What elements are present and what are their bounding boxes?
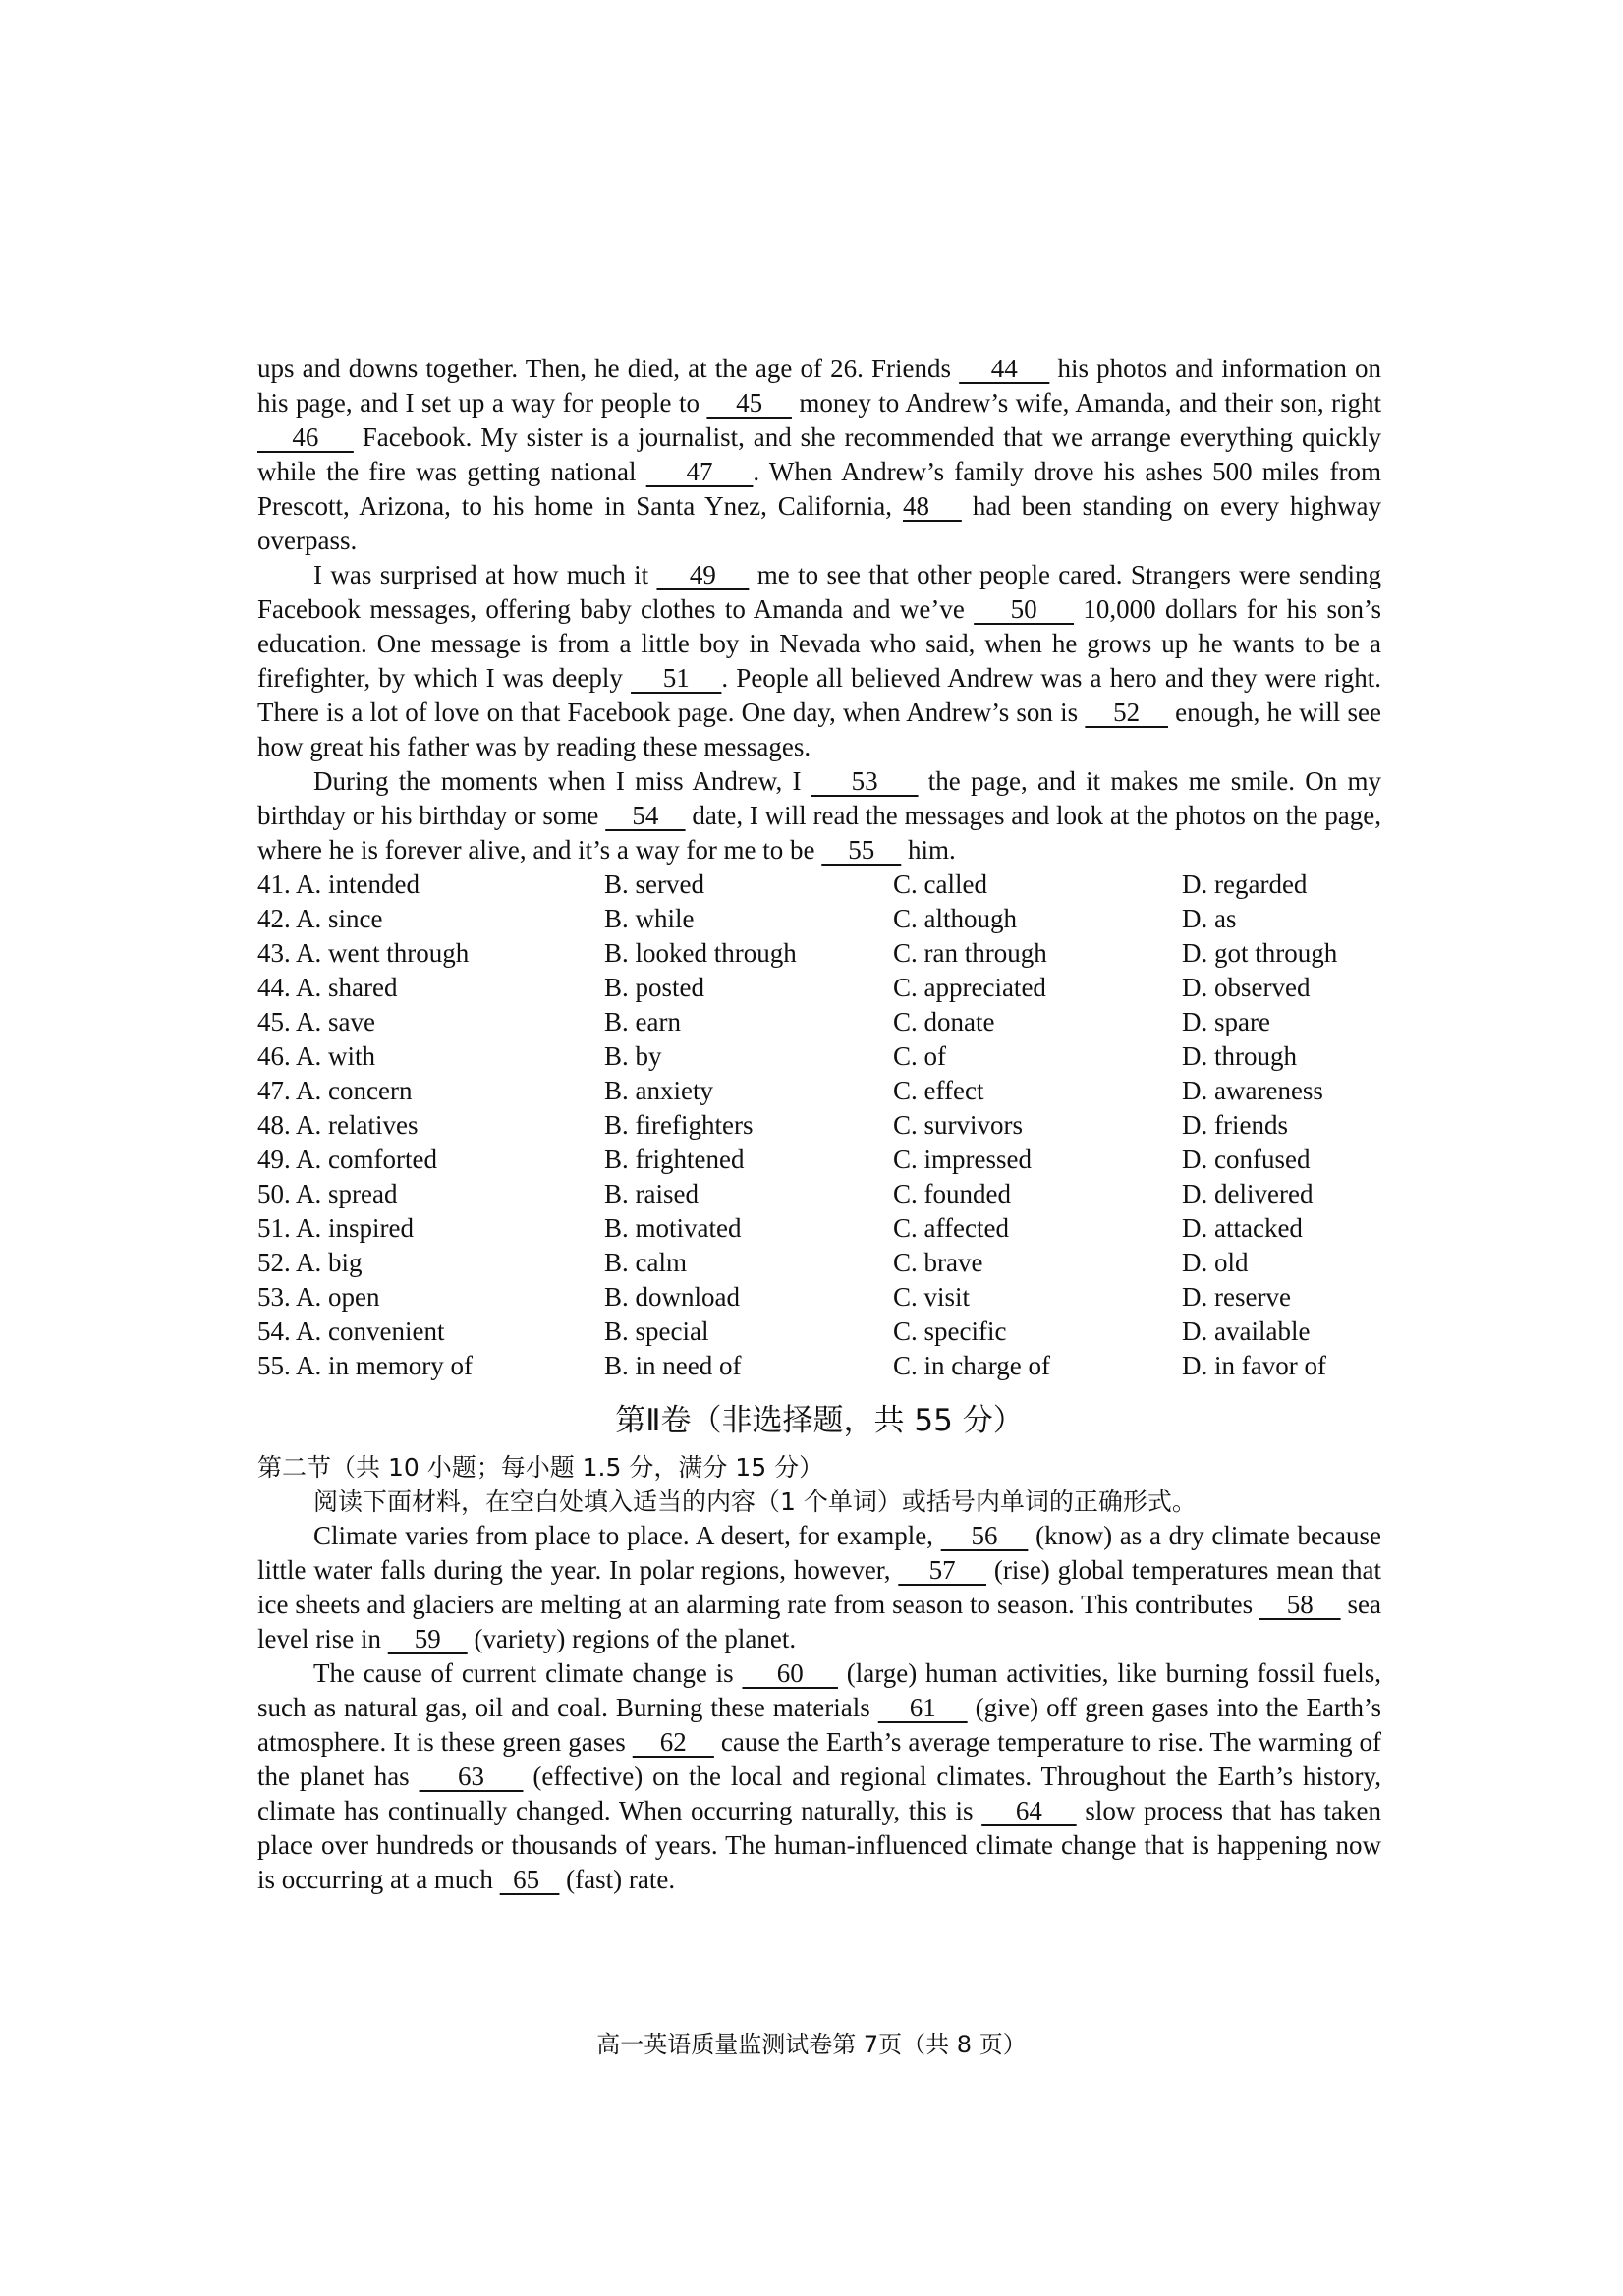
passage-text: money to Andrew’s wife, Amanda, and their son, right (791, 388, 1381, 418)
option-c: C. of (893, 1041, 946, 1071)
part-title: 第Ⅱ卷（非选择题，共 55 分） (615, 1403, 1024, 1438)
passage-text: sea level rise in (257, 1590, 1382, 1653)
option-row (257, 1005, 1381, 1039)
option-a: 55. A. in memory of (257, 1351, 473, 1380)
answer-blank: 44 (959, 354, 1050, 383)
option-d: D. awareness (1182, 1076, 1323, 1105)
option-c: C. appreciated (893, 973, 1046, 1002)
option-a: 54. A. convenient (257, 1316, 445, 1346)
passage-text: (know) as a dry climate because little water falls during the year. In polar regions, however, (257, 1521, 1382, 1585)
option-d: D. through (1182, 1041, 1297, 1071)
option-c: C. called (893, 869, 987, 899)
passage-text: (give) off green gases into the Earth’s atmosphere. It is these green gases (257, 1693, 1382, 1757)
option-d: D. observed (1182, 973, 1311, 1002)
answer-blank: 50 (974, 594, 1075, 624)
passage-text: had been standing on every highway overpass. (257, 491, 1381, 555)
passage-text: enough, he will see how great his father was by reading these messages. (257, 698, 1381, 761)
option-b: B. by (604, 1041, 662, 1071)
passage-text: . When Andrew’s family drove his ashes 500 miles from Prescott, Arizona, to his home in Santa Ynez, California, (257, 457, 1382, 521)
passage-text: Facebook. My sister is a journalist, and she recommended that we arrange everything quickly while the fire was getting national (257, 422, 1382, 486)
page-footer: 高一英语质量监测试卷第 7页（共 8 页） (596, 2031, 1027, 2058)
answer-blank: 63 (419, 1762, 524, 1791)
answer-blank: 45 (706, 388, 792, 418)
answer-blank: 64 (981, 1796, 1077, 1825)
option-c: C. survivors (893, 1110, 1024, 1140)
section-heading: 第二节（共 10 小题；每小题 1.5 分，满分 15 分） (257, 1453, 824, 1482)
option-b: B. raised (604, 1179, 699, 1208)
passage-text: During the moments when I miss Andrew, I (313, 766, 812, 796)
option-c: C. in charge of (893, 1351, 1050, 1380)
option-d: D. got through (1182, 938, 1338, 968)
option-a: 49. A. comforted (257, 1145, 437, 1174)
option-row (257, 936, 1381, 971)
section-instruction: 阅读下面材料，在空白处填入适当的内容（1 个单词）或括号内单词的正确形式。 (313, 1487, 1197, 1516)
option-row (257, 1074, 1381, 1108)
option-row (257, 902, 1381, 936)
option-row (257, 1211, 1381, 1246)
option-row (257, 868, 1381, 902)
option-a: 50. A. spread (257, 1179, 398, 1208)
option-c: C. brave (893, 1248, 983, 1277)
option-d: D. as (1182, 904, 1237, 933)
option-c: C. although (893, 904, 1017, 933)
passage-text: the page, and it makes me smile. On my birthday or his birthday or some (257, 766, 1381, 830)
option-b: B. looked through (604, 938, 797, 968)
option-a: 47. A. concern (257, 1076, 413, 1105)
option-d: D. friends (1182, 1110, 1288, 1140)
option-row (257, 1177, 1381, 1211)
option-b: B. earn (604, 1007, 681, 1036)
answer-blank: 49 (656, 560, 750, 589)
option-b: B. frightened (604, 1145, 745, 1174)
passage-text: ups and downs together. Then, he died, at the age of 26. Friends (257, 354, 960, 383)
option-b: B. special (604, 1316, 709, 1346)
passage-text: slow process that has taken place over hundreds or thousands of years. The human-influenced climate change that is happening now is occurring at a much (257, 1796, 1381, 1894)
option-row (257, 1349, 1381, 1383)
option-d: D. delivered (1182, 1179, 1314, 1208)
passage-text: I was surprised at how much it (313, 560, 657, 589)
option-b: B. motivated (604, 1213, 742, 1243)
option-row (257, 1280, 1381, 1315)
passage-text: . People all believed Andrew was a hero and they were right. There is a lot of love on that Facebook page. One day, when Andrew’s son is (257, 663, 1382, 727)
option-c: C. affected (893, 1213, 1009, 1243)
passage-text: (effective) on the local and regional climates. Throughout the Earth’s history, climate has continually changed. When occurring naturally, this is (257, 1762, 1381, 1825)
option-b: B. anxiety (604, 1076, 713, 1105)
option-row (257, 1039, 1381, 1074)
answer-blank: 57 (898, 1555, 986, 1585)
option-c: C. specific (893, 1316, 1007, 1346)
option-a: 41. A. intended (257, 869, 420, 899)
passage-text: (rise) global temperatures mean that ice sheets and glaciers are melting at an alarming rate from season to season. This contributes (257, 1555, 1382, 1619)
option-row (257, 971, 1381, 1005)
option-b: B. served (604, 869, 704, 899)
option-b: B. while (604, 904, 695, 933)
passage-text: date, I will read the messages and look at the photos on the page, where he is forever alive, and it’s a way for me to be (257, 801, 1381, 865)
passage1-paragraph-3 (257, 764, 1381, 868)
option-row (257, 1108, 1381, 1143)
passage-text: cause the Earth’s average temperature to rise. The warming of the planet has (257, 1727, 1382, 1791)
answer-blank: 62 (632, 1727, 714, 1757)
option-a: 46. A. with (257, 1041, 376, 1071)
answer-blank: 59 (387, 1624, 468, 1653)
passage-text: him. (901, 835, 956, 865)
option-a: 48. A. relatives (257, 1110, 419, 1140)
option-a: 53. A. open (257, 1282, 380, 1312)
option-c: C. visit (893, 1282, 971, 1312)
option-c: C. effect (893, 1076, 984, 1105)
answer-blank: 53 (811, 766, 919, 796)
passage-text: 10,000 dollars for his son’s education. One message is from a little boy in Nevada who said, when he grows up he wants to be a firefighter, by which I was deeply (257, 594, 1382, 693)
answer-blank: 48 (902, 491, 962, 521)
passage-text: (large) human activities, like burning fossil fuels, such as natural gas, oil and coal. Burning these materials (257, 1658, 1381, 1722)
answer-blank: 52 (1085, 698, 1168, 727)
option-d: D. available (1182, 1316, 1311, 1346)
option-b: B. posted (604, 973, 705, 1002)
option-row (257, 1143, 1381, 1177)
passage-text: Climate varies from place to place. A desert, for example, (313, 1521, 941, 1550)
option-d: D. confused (1182, 1145, 1311, 1174)
option-a: 45. A. save (257, 1007, 375, 1036)
option-c: C. donate (893, 1007, 995, 1036)
passage-text: (variety) regions of the planet. (467, 1624, 797, 1653)
answer-blank: 46 (257, 422, 354, 452)
passage-text: me to see that other people cared. Strangers were sending Facebook messages, offering baby clothes to Amanda and we’ve (257, 560, 1382, 624)
answer-blank: 58 (1259, 1590, 1341, 1619)
option-a: 42. A. since (257, 904, 383, 933)
answer-blank: 65 (499, 1865, 560, 1894)
option-d: D. regarded (1182, 869, 1308, 899)
option-b: B. in need of (604, 1351, 742, 1380)
option-c: C. founded (893, 1179, 1011, 1208)
answer-blank: 61 (877, 1693, 968, 1722)
passage1-paragraph-1 (257, 352, 1381, 558)
answer-blank: 47 (645, 457, 754, 486)
answer-blank: 54 (605, 801, 686, 830)
option-a: 43. A. went through (257, 938, 470, 968)
passage-text: (fast) rate. (559, 1865, 676, 1894)
option-b: B. calm (604, 1248, 687, 1277)
exam-page (257, 352, 1381, 1897)
option-b: B. firefighters (604, 1110, 754, 1140)
option-d: D. spare (1182, 1007, 1270, 1036)
option-b: B. download (604, 1282, 740, 1312)
answer-blank: 60 (742, 1658, 838, 1688)
option-row (257, 1315, 1381, 1349)
answer-blank: 51 (631, 663, 722, 693)
option-row (257, 1246, 1381, 1280)
answer-blank: 55 (821, 835, 902, 865)
option-d: D. reserve (1182, 1282, 1291, 1312)
passage2-paragraph-1 (257, 1519, 1381, 1656)
option-a: 44. A. shared (257, 973, 398, 1002)
option-a: 51. A. inspired (257, 1213, 414, 1243)
answer-blank: 56 (940, 1521, 1029, 1550)
passage1-paragraph-2 (257, 558, 1381, 764)
passage2-paragraph-2 (257, 1656, 1381, 1897)
option-d: D. attacked (1182, 1213, 1303, 1243)
passage-text: his photos and information on his page, and I set up a way for people to (257, 354, 1381, 418)
passage-text: The cause of current climate change is (313, 1658, 743, 1688)
option-d: D. old (1182, 1248, 1249, 1277)
option-c: C. ran through (893, 938, 1047, 968)
option-d: D. in favor of (1182, 1351, 1326, 1380)
option-a: 52. A. big (257, 1248, 363, 1277)
option-c: C. impressed (893, 1145, 1032, 1174)
options-list (257, 868, 1381, 1383)
